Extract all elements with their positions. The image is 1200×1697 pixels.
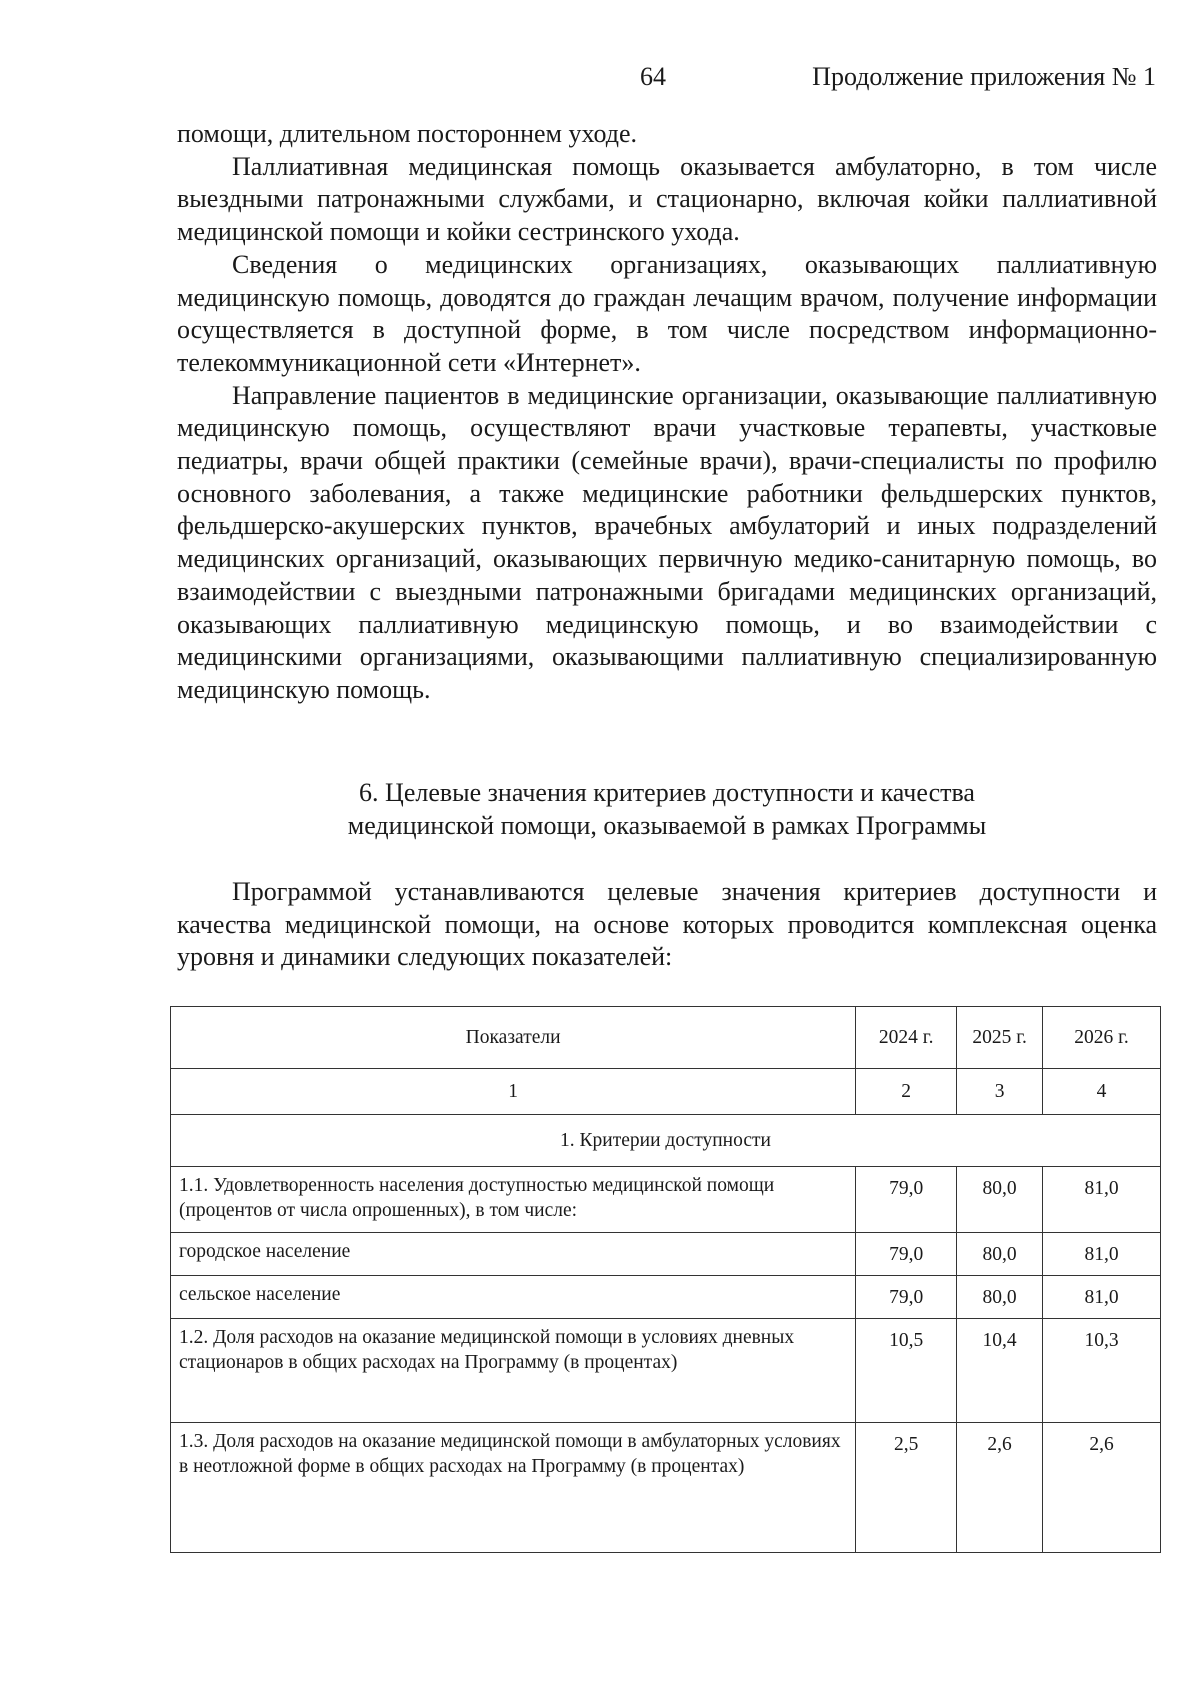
indicators-table [170, 1006, 1161, 1553]
value-2025: 10,4 [957, 1319, 1043, 1423]
column-number-row [171, 1069, 1161, 1115]
paragraph: помощи, длительном постороннем уходе. [177, 119, 638, 148]
value-2024: 79,0 [856, 1167, 957, 1233]
value-2026: 81,0 [1043, 1233, 1161, 1276]
table-row [171, 1233, 1161, 1276]
body-text [177, 118, 1157, 707]
column-header: Показатели [171, 1007, 856, 1069]
value-2026: 10,3 [1043, 1319, 1161, 1423]
value-2024: 2,5 [856, 1423, 957, 1553]
column-number: 2 [856, 1069, 957, 1115]
value-2025: 2,6 [957, 1423, 1043, 1553]
page-number: 64 [640, 62, 666, 91]
indicator-name: 1.2. Доля расходов на оказание медицинской помощи в условиях дневных стационаров в общих расходах на Программу (в процентах) [171, 1319, 856, 1423]
group-row [171, 1115, 1161, 1167]
column-number: 1 [171, 1069, 856, 1115]
value-2024: 79,0 [856, 1276, 957, 1319]
column-header: 2026 г. [1043, 1007, 1161, 1069]
table-row [171, 1276, 1161, 1319]
table-row [171, 1167, 1161, 1233]
paragraph: Паллиативная медицинская помощь оказывается амбулаторно, в том числе выездными патронажными службами, и стационарно, включая койки паллиативной медицинской помощи и койки сестринского ухода. [177, 151, 1157, 247]
value-2025: 80,0 [957, 1276, 1043, 1319]
value-2026: 2,6 [1043, 1423, 1161, 1553]
value-2025: 80,0 [957, 1233, 1043, 1276]
value-2026: 81,0 [1043, 1167, 1161, 1233]
value-2026: 81,0 [1043, 1276, 1161, 1319]
indicator-name: городское население [171, 1233, 856, 1276]
group-title: 1. Критерии доступности [171, 1115, 1161, 1167]
section-heading [177, 777, 1157, 842]
section-intro: Программой устанавливаются целевые значения критериев доступности и качества медицинской помощи, на основе которых проводится комплексная оценка уровня и динамики следующих показателей: [177, 877, 1157, 972]
table-row [171, 1423, 1161, 1553]
appendix-continuation-label: Продолжение приложения № 1 [812, 62, 1156, 91]
table-row [171, 1319, 1161, 1423]
value-2024: 79,0 [856, 1233, 957, 1276]
column-number: 4 [1043, 1069, 1161, 1115]
table-header-row [171, 1007, 1161, 1069]
indicator-name: 1.3. Доля расходов на оказание медицинской помощи в амбулаторных условиях в неотложной форме в общих расходах на Программу (в процентах) [171, 1423, 856, 1553]
paragraph: Направление пациентов в медицинские организации, оказывающие паллиативную медицинскую помощь, осуществляют врачи участковые терапевты, участковые педиатры, врачи общей практики (семейные врачи), врачи-специалисты по профилю основного заболевания, а также медицинские работники фельдшерских пунктов, фельдшерско-акушерских пунктов, врачебных амбулаторий и иных подразделений медицинских организаций, оказывающих первичную медико-санитарную помощь, во взаимодействии с выездными патронажными бригадами медицинских организаций, оказывающих паллиативную медицинскую помощь, и во взаимодействии с медицинскими организациями, оказывающими паллиативную специализированную медицинскую помощь. [177, 380, 1157, 704]
column-number: 3 [957, 1069, 1043, 1115]
indicator-name: сельское население [171, 1276, 856, 1319]
column-header: 2025 г. [957, 1007, 1043, 1069]
paragraph: Сведения о медицинских организациях, оказывающих паллиативную медицинскую помощь, доводятся до граждан лечащим врачом, получение информации осуществляется в доступной форме, в том числе посредством информационно-телекоммуникационной сети «Интернет». [177, 249, 1157, 377]
value-2024: 10,5 [856, 1319, 957, 1423]
section-heading-line: 6. Целевые значения критериев доступности и качества [359, 778, 975, 807]
column-header: 2024 г. [856, 1007, 957, 1069]
value-2025: 80,0 [957, 1167, 1043, 1233]
indicator-name: 1.1. Удовлетворенность населения доступностью медицинской помощи (процентов от числа опрошенных), в том числе: [171, 1167, 856, 1233]
section-heading-line: медицинской помощи, оказываемой в рамках Программы [347, 810, 987, 840]
